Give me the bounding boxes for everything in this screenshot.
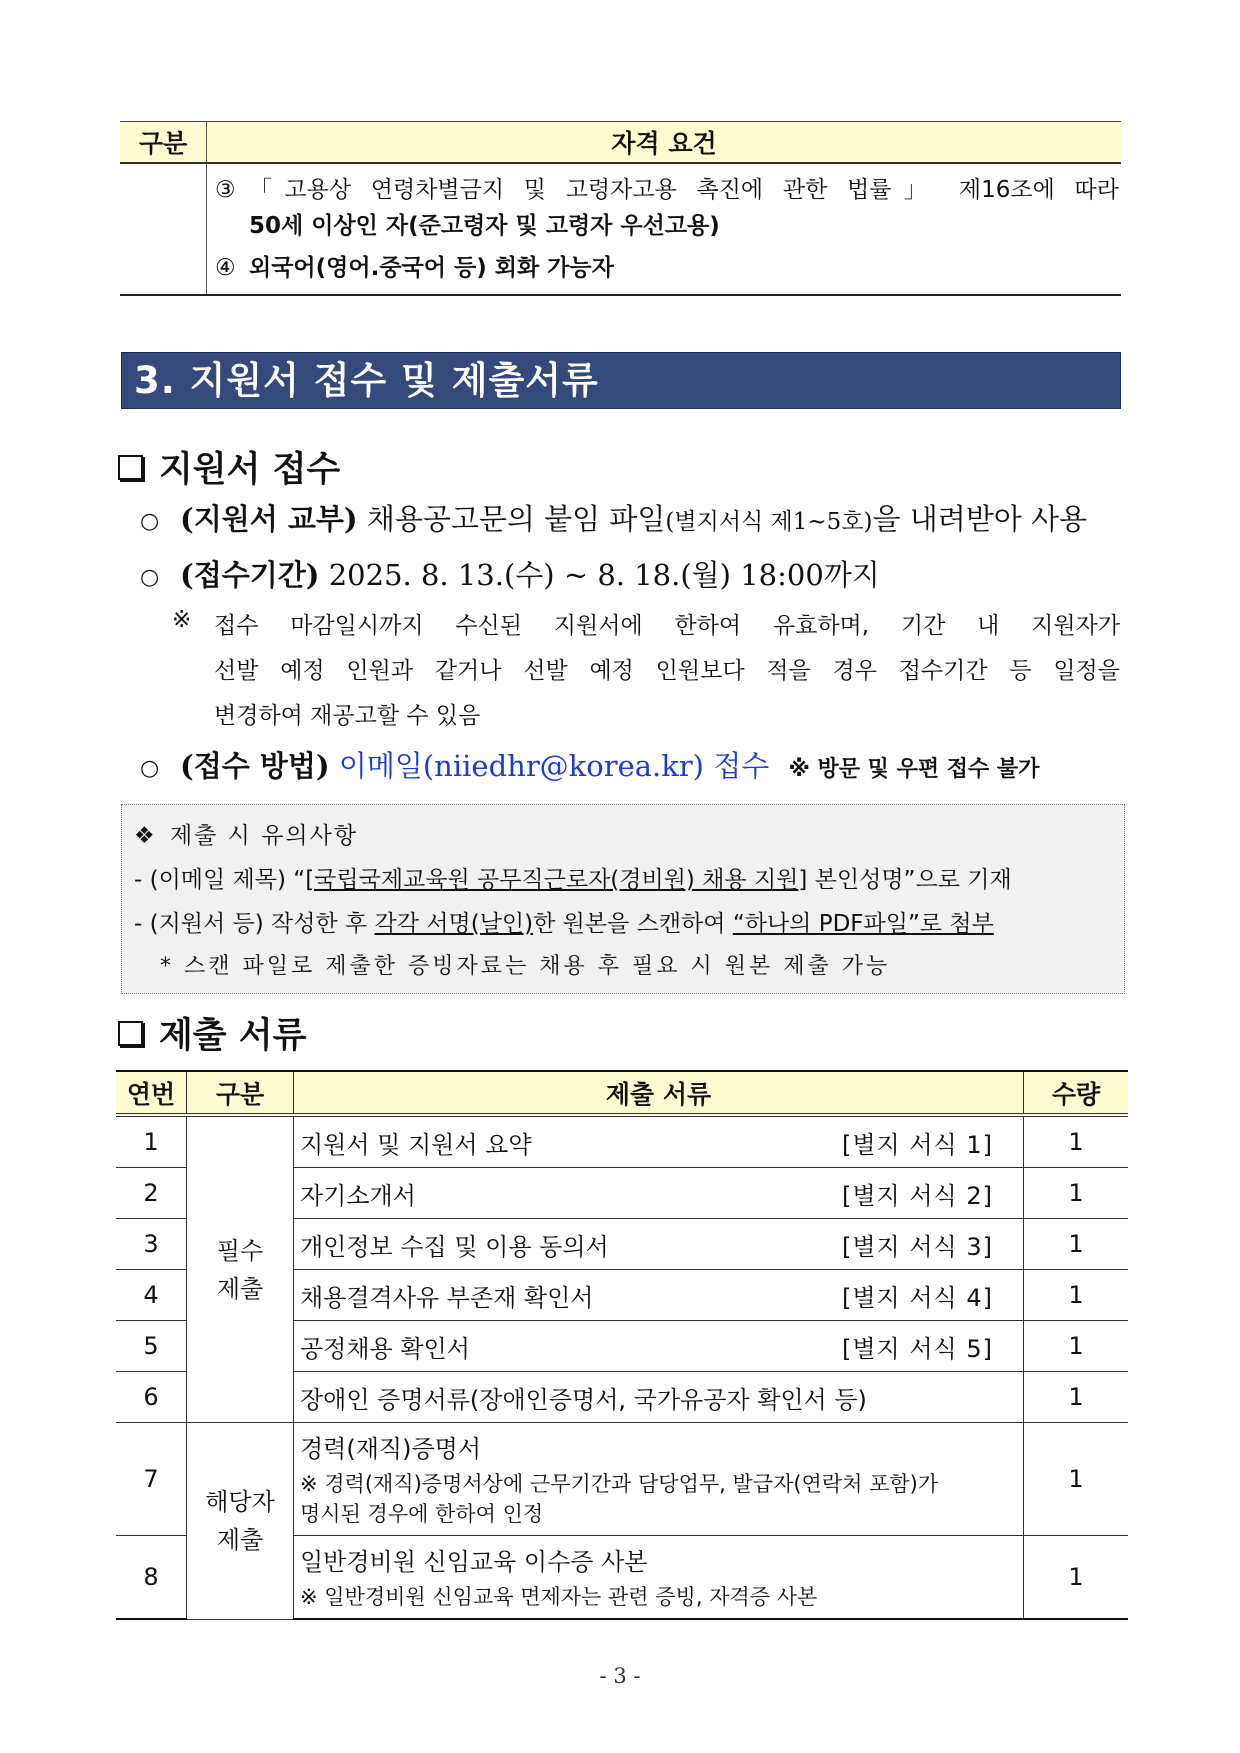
caution-title: [134, 817, 358, 850]
doc-quantity: 1: [1024, 1115, 1129, 1168]
doc-form: [별지 서식 5]: [842, 1334, 993, 1363]
doc-form: [별지 서식 1]: [842, 1130, 993, 1159]
doc-note: 명시된 경우에 한하여 인정: [300, 1502, 544, 1526]
doc-name: 공정채용 확인서: [300, 1334, 470, 1363]
doc-name: 개인정보 수집 및 이용 동의서: [300, 1232, 609, 1261]
doc-cell: [294, 1168, 1024, 1219]
caution-line1: [134, 861, 1012, 894]
qual-item4-text: 외국어(영어.중국어 등) 회화 가능자: [249, 255, 614, 281]
doc-form: [별지 서식 3]: [842, 1232, 993, 1261]
period-note-line1: [172, 607, 1120, 640]
caution-line2-mid: 한 원본을 스캔하여: [533, 911, 733, 937]
qualification-table: [120, 121, 1121, 296]
doc-quantity: 1: [1024, 1423, 1129, 1536]
caution-line2-underlined2: “하나의 PDF파일”로 첨부: [732, 911, 994, 937]
caution-line1-suffix: ] 본인성명”으로 기재: [798, 867, 1012, 893]
doc-quantity: 1: [1024, 1270, 1129, 1321]
qual-item3-line1: 「고용상 연령차별금지 및 고령자고용 촉진에 관한 법률」 제16조에 따라: [249, 177, 1119, 203]
doc-quantity: 1: [1024, 1168, 1129, 1219]
row-number: 5: [116, 1321, 187, 1372]
section-3-title: 3. 지원서 접수 및 제출서류: [121, 352, 1121, 409]
method-label: (접수 방법): [180, 749, 330, 783]
method-note: ※ 방문 및 우편 접수 불가: [788, 757, 1040, 782]
page-number: - 3 -: [599, 1664, 641, 1688]
distribution-tail: 을 내려받아 사용: [872, 502, 1088, 536]
doc-cell: [294, 1536, 1024, 1620]
group-required-line1: 필수: [216, 1236, 264, 1265]
doc-name: 지원서 및 지원서 요약: [300, 1130, 532, 1159]
group-conditional-line2: 제출: [216, 1525, 264, 1554]
apply-heading: [118, 442, 340, 492]
period-label: (접수기간): [180, 558, 320, 592]
period-line: [140, 553, 880, 594]
distribution-label: (지원서 교부): [180, 502, 358, 536]
doc-cell: [294, 1219, 1024, 1270]
caution-line3: * 스캔 파일로 제출한 증빙자료는 채용 후 필요 시 원본 제출 가능: [160, 954, 891, 979]
row-number: 4: [116, 1270, 187, 1321]
qual-header-requirements: 자격 요건: [207, 122, 1122, 164]
caution-line1-prefix: - (이메일 제목) “: [134, 867, 306, 893]
doc-quantity: 1: [1024, 1536, 1129, 1620]
doc-quantity: 1: [1024, 1372, 1129, 1423]
qual-requirements-cell: [207, 163, 1122, 295]
doc-name: 채용결격사유 부존재 확인서: [300, 1283, 594, 1312]
table-row: [116, 1423, 1128, 1536]
bullet-circle-icon: ○: [140, 755, 160, 781]
doc-quantity: 1: [1024, 1219, 1129, 1270]
row-number: 3: [116, 1219, 187, 1270]
method-line: [140, 744, 1039, 785]
period-note-line3: 변경하여 재공고할 수 있음: [214, 703, 481, 729]
bullet-circle-icon: ○: [140, 508, 160, 534]
caution-line2: [134, 905, 994, 938]
doc-form: [별지 서식 4]: [842, 1283, 993, 1312]
doc-quantity: 1: [1024, 1321, 1129, 1372]
doc-name: 자기소개서: [300, 1181, 416, 1210]
docs-header-documents: 제출 서류: [294, 1071, 1024, 1115]
method-email: 이메일(niiedhr@korea.kr) 접수: [338, 749, 770, 783]
row-number: 8: [116, 1536, 187, 1620]
docs-heading: [118, 1008, 306, 1058]
checkbox-square-icon: [118, 1021, 143, 1046]
docs-header-category: 구분: [187, 1071, 294, 1115]
qual-item3-line2: 50세 이상인 자(준고령자 및 고령자 우선고용): [249, 213, 720, 239]
group-conditional: [187, 1423, 294, 1620]
diamond-icon: ❖: [134, 823, 155, 849]
doc-name: 경력(재직)증명서: [300, 1435, 482, 1463]
qual-item4-number: ④: [215, 255, 236, 281]
doc-name: 장애인 증명서류(장애인증명서, 국가유공자 확인서 등): [300, 1385, 867, 1414]
distribution-text: 채용공고문의 붙임 파일: [366, 502, 666, 536]
row-number: 1: [116, 1115, 187, 1168]
table-row: [116, 1115, 1128, 1168]
doc-note: ※ 일반경비원 신임교육 면제자는 관련 증빙, 자격증 사본: [300, 1585, 818, 1609]
doc-name: 일반경비원 신임교육 이수증 사본: [300, 1548, 648, 1576]
period-note-text1: 접수 마감일시까지 수신된 지원서에 한하여 유효하며, 기간 내 지원자가: [214, 613, 1120, 639]
bullet-circle-icon: ○: [140, 564, 160, 590]
row-number: 6: [116, 1372, 187, 1423]
qual-header-category: 구분: [120, 122, 207, 164]
caution-box: [121, 804, 1125, 994]
docs-header-quantity: 수량: [1024, 1071, 1129, 1115]
note-mark: ※: [172, 607, 192, 633]
documents-table: [116, 1070, 1128, 1620]
checkbox-square-icon: [118, 455, 143, 480]
caution-line2-underlined1: 각각 서명(날인): [374, 911, 534, 937]
doc-cell: [294, 1321, 1024, 1372]
group-required: [187, 1115, 294, 1423]
docs-heading-text: 제출 서류: [159, 1016, 307, 1056]
docs-header-no: 연번: [116, 1071, 187, 1115]
doc-form: [별지 서식 2]: [842, 1181, 993, 1210]
apply-heading-text: 지원서 접수: [159, 450, 341, 490]
doc-note: ※ 경력(재직)증명서상에 근무기간과 담당업무, 발급자(연락처 포함)가: [300, 1472, 939, 1496]
caution-title-text: 제출 시 유의사항: [169, 823, 359, 849]
period-note-line2: 선발 예정 인원과 같거나 선발 예정 인원보다 적을 경우 접수기간 등 일정을: [214, 658, 1120, 684]
caution-line2-prefix: - (지원서 등) 작성한 후: [134, 911, 375, 937]
distribution-line: [140, 497, 1087, 538]
qual-item3-number: ③: [215, 177, 236, 203]
doc-cell: [294, 1115, 1024, 1168]
doc-cell: [294, 1270, 1024, 1321]
group-required-line2: 제출: [216, 1274, 264, 1303]
group-conditional-line1: 해당자: [205, 1487, 275, 1516]
caution-line1-underlined: [국립국제교육원 공무직근로자(경비원) 채용 지원: [305, 867, 799, 893]
period-text: 2025. 8. 13.(수) ~ 8. 18.(월) 18:00까지: [328, 558, 880, 592]
row-number: 7: [116, 1423, 187, 1536]
qual-category-cell: [120, 163, 207, 295]
row-number: 2: [116, 1168, 187, 1219]
distribution-small: (별지서식 제1~5호): [665, 509, 873, 535]
doc-cell: [294, 1372, 1024, 1423]
doc-cell: [294, 1423, 1024, 1536]
